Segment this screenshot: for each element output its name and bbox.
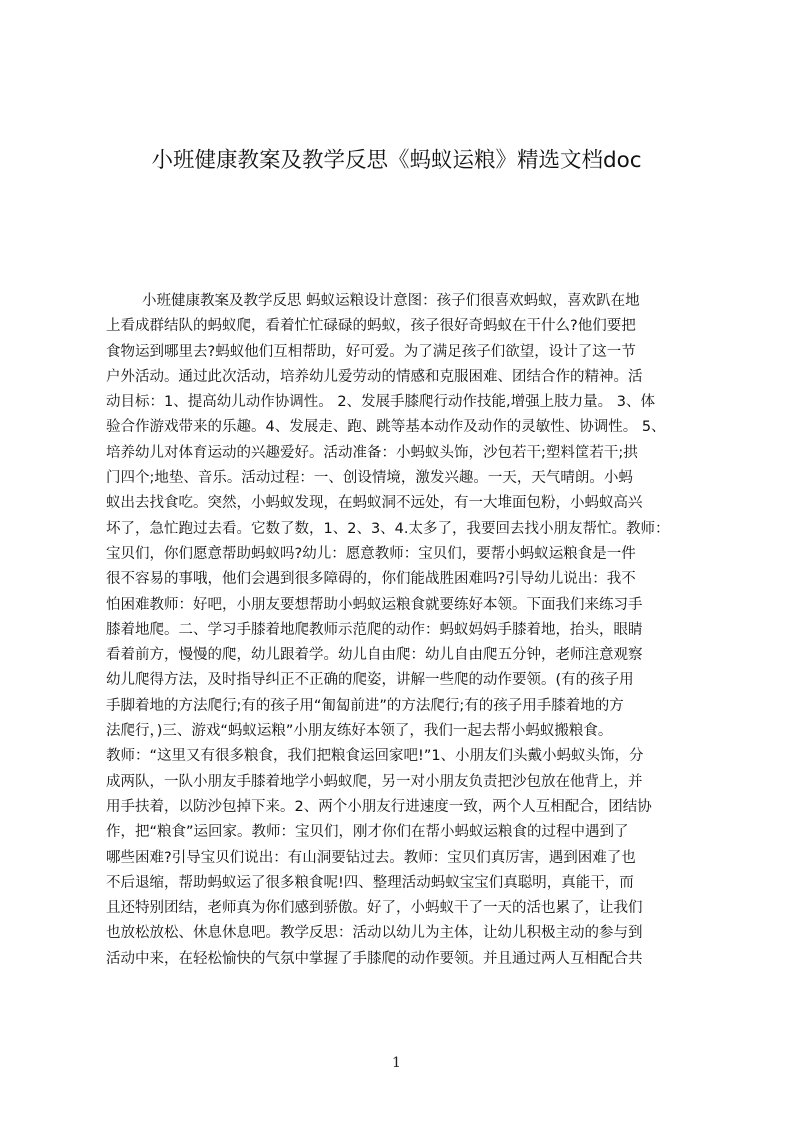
body-line: 小班健康教案及教学反思 蚂蚁运粮设计意图：孩子们很喜欢蚂蚁，喜欢趴在地 (142, 293, 640, 309)
body-line: 蚁出去找食吃。突然，小蚂蚁发现，在蚂蚁洞不远处，有一大堆面包粉，小蚂蚁高兴 (106, 495, 643, 512)
body-line: 哪些困难?引导宝贝们说出：有山洞要钻过去。教师：宝贝们真厉害，遇到困难了也 (106, 849, 636, 866)
body-line: 成两队，一队小朋友手膝着地学小蚂蚁爬，另一对小朋友负责把沙包放在他背上，并 (106, 773, 643, 790)
body-line: 看着前方，慢慢的爬，幼儿跟着学。幼儿自由爬：幼儿自由爬五分钟，老师注意观察 (106, 647, 643, 664)
body-line: 教师：“这里又有很多粮食，我们把粮食运回家吧!”1、小朋友们头戴小蚂蚁头饰，分 (106, 748, 644, 765)
document-body (106, 289, 698, 1019)
body-line: 手脚着地的方法爬行;有的孩子用“匍匐前进”的方法爬行;有的孩子用手膝着地的方 (106, 697, 624, 714)
body-line: 不后退缩，帮助蚂蚁运了很多粮食呢!四、整理活动蚂蚁宝宝们真聪明，真能干，而 (106, 874, 634, 891)
body-line: 作，把“粮食”运回家。教师：宝贝们，刚才你们在帮小蚂蚁运粮食的过程中遇到了 (106, 824, 629, 841)
body-line: 幼儿爬得方法，及时指导纠正不正确的爬姿，讲解一些爬的动作要领。(有的孩子用 (106, 672, 634, 689)
body-line: 户外活动。通过此次活动，培养幼儿爱劳动的情感和克服困难、团结合作的精神。活 (106, 368, 643, 385)
body-line: 坏了，急忙跑过去看。它数了数，1、2、3、4.太多了，我要回去找小朋友帮忙。教师： (106, 520, 670, 537)
body-line: 验合作游戏带来的乐趣。4、发展走、跑、跳等基本动作及动作的灵敏性、协调性。 5、 (106, 419, 666, 436)
page-number: 1 (392, 1055, 401, 1071)
body-line: 动目标：1、提高幼儿动作协调性。 2、发展手膝爬行动作技能,增强上肢力量。 3、体 (106, 394, 656, 411)
body-line: 用手扶着，以防沙包掉下来。2、两个小朋友行进速度一致，两个人互相配合，团结协 (106, 798, 652, 815)
document-title: 小班健康教案及教学反思《蚂蚁运粮》精选文档doc (151, 148, 642, 173)
body-line: 宝贝们，你们愿意帮助蚂蚁吗?幼儿：愿意教师：宝贝们，要帮小蚂蚁运粮食是一件 (106, 545, 636, 562)
body-line: 且还特别团结，老师真为你们感到骄傲。好了，小蚂蚁干了一天的活也累了，让我们 (106, 900, 643, 917)
body-line: 膝着地爬。二、学习手膝着地爬教师示范爬的动作：蚂蚁妈妈手膝着地，抬头，眼睛 (106, 621, 643, 638)
body-line: 食物运到哪里去?蚂蚁他们互相帮助，好可爱。为了满足孩子们欲望，设计了这一节 (106, 343, 636, 360)
body-line: 很不容易的事哦，他们会遇到很多障碍的，你们能战胜困难吗?引导幼儿说出：我不 (106, 571, 636, 588)
body-line: 怕困难教师：好吧，小朋友要想帮助小蚂蚁运粮食就要练好本领。下面我们来练习手 (106, 596, 643, 613)
body-line: 上看成群结队的蚂蚁爬，看着忙忙碌碌的蚂蚁，孩子很好奇蚂蚁在干什么?他们要把 (106, 318, 636, 335)
body-line: 培养幼儿对体育运动的兴趣爱好。活动准备：小蚂蚁头饰，沙包若干;塑料筐若干;拱 (106, 444, 638, 461)
body-line: 活动中来，在轻松愉快的气氛中掌握了手膝爬的动作要领。并且通过两人互相配合共 (106, 950, 643, 967)
body-line: 法爬行，)三、游戏“蚂蚁运粮”小朋友练好本领了，我们一起去帮小蚂蚁搬粮食。 (106, 723, 613, 740)
body-line: 也放松放松、休息休息吧。教学反思：活动以幼儿为主体，让幼儿积极主动的参与到 (106, 925, 643, 942)
body-line: 门四个;地垫、音乐。活动过程：一、创设情境，激发兴趣。一天，天气晴朗。小蚂 (106, 470, 633, 487)
